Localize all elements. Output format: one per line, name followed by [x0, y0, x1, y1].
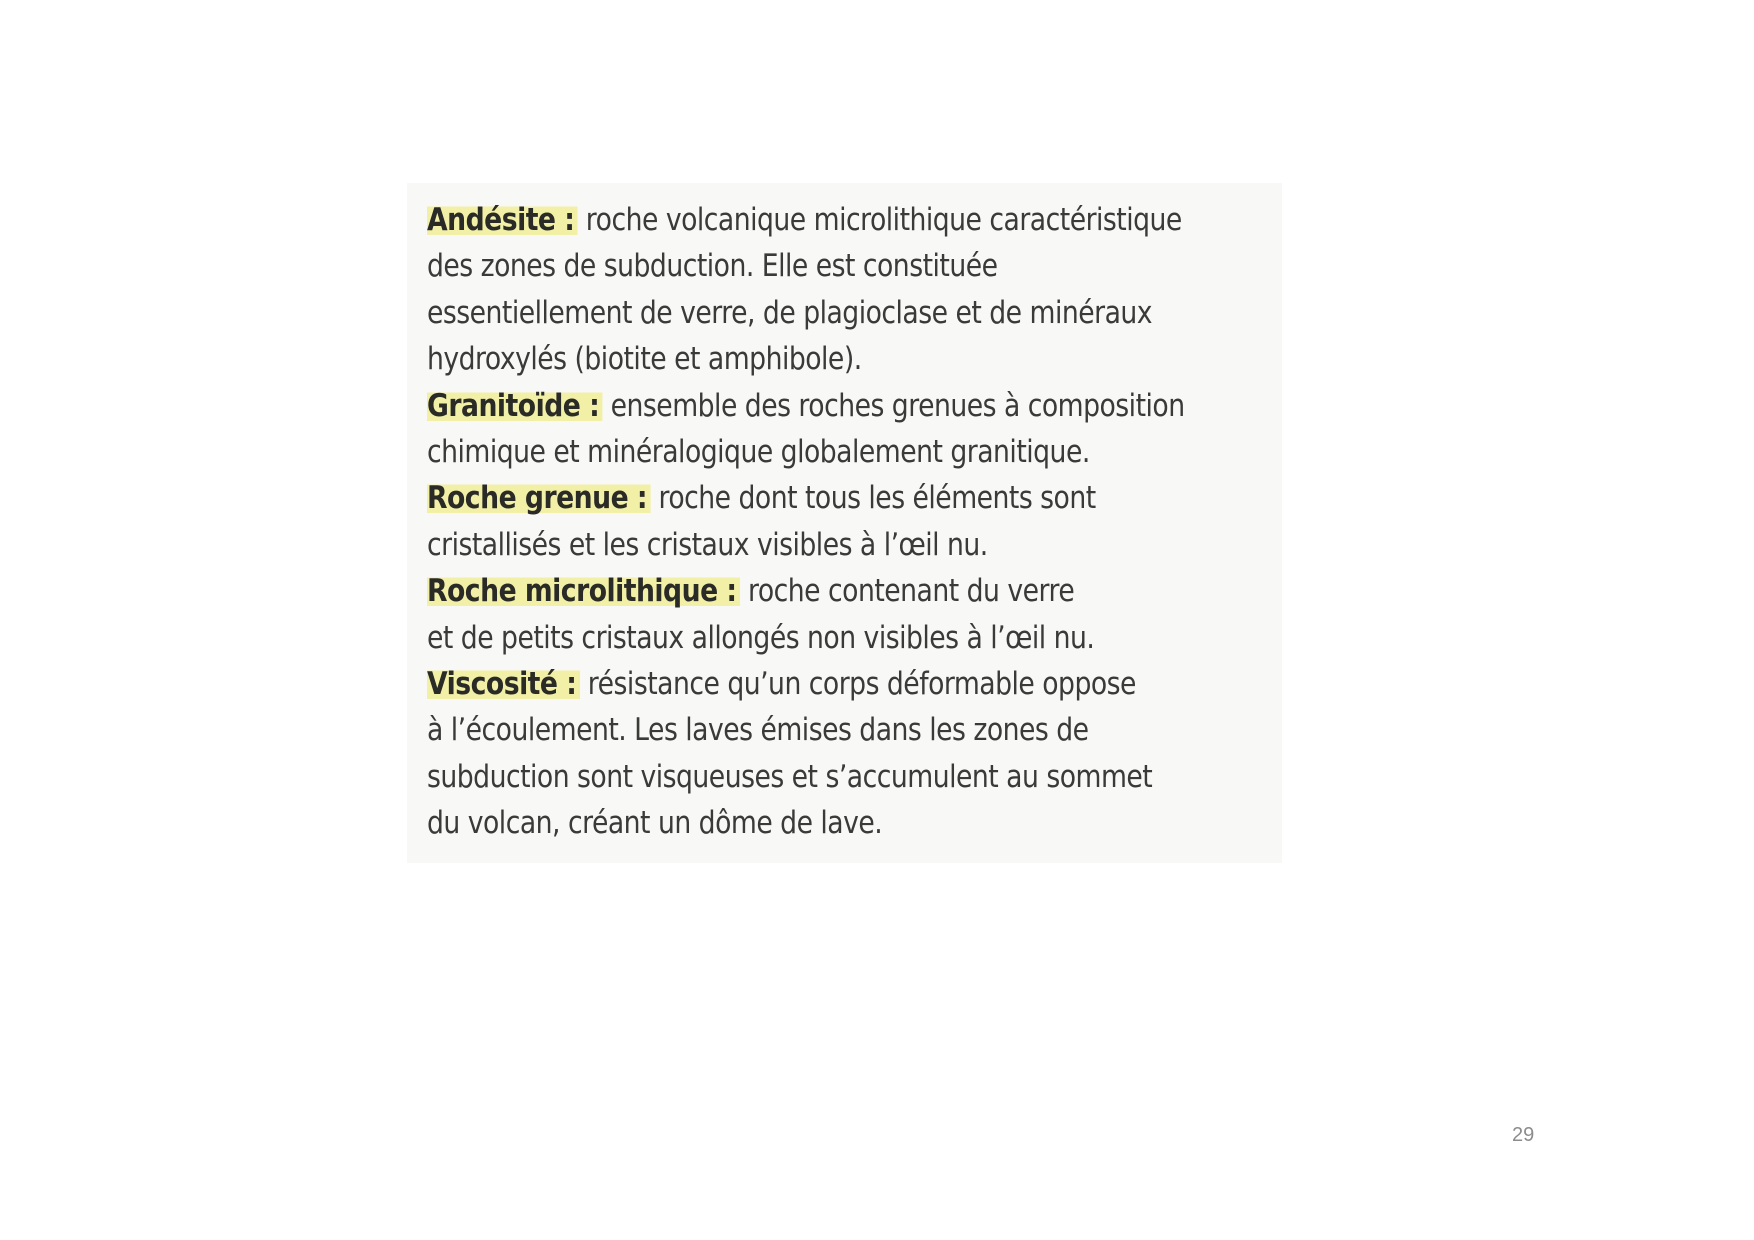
glossary-line [427, 707, 1149, 753]
glossary-line [427, 754, 1153, 800]
glossary-line [427, 475, 1149, 521]
glossary-line [427, 336, 1149, 382]
glossary-definition: roche volcanique microlithique caractéristique [585, 202, 1182, 238]
glossary-definition: à l’écoulement. Les laves émises dans les zones de [427, 712, 1089, 749]
glossary-term: Roche microlithique : [427, 573, 740, 609]
page-number: 29 [1512, 1124, 1535, 1146]
glossary-definition: cristallisés et les cristaux visibles à l’œil nu. [427, 526, 988, 563]
glossary-line [427, 615, 1149, 661]
glossary-term: Andésite : [427, 202, 578, 238]
glossary-definition: chimique et minéralogique globalement granitique. [427, 433, 1090, 470]
glossary-definition: ensemble des roches grenues à composition [610, 387, 1185, 424]
glossary-line [427, 429, 1149, 475]
glossary-line [427, 290, 1153, 336]
glossary-definition: du volcan, créant un dôme de lave. [427, 805, 883, 842]
glossary-line [427, 661, 1149, 707]
glossary-line [427, 568, 1149, 614]
glossary-scan [407, 183, 1282, 863]
glossary-definition: essentiellement de verre, de plagioclase et de minéraux [427, 294, 1153, 331]
glossary-definition: et de petits cristaux allongés non visibles à l’œil nu. [427, 619, 1095, 656]
glossary-line [427, 522, 1149, 568]
glossary-term: Granitoïde : [427, 388, 603, 424]
glossary-definition: résistance qu’un corps déformable oppose [587, 665, 1136, 702]
glossary-line [427, 197, 1182, 243]
glossary-definition: roche contenant du verre [747, 573, 1075, 610]
glossary-line [427, 800, 1149, 846]
glossary-definition: hydroxylés (biotite et amphibole). [427, 341, 862, 378]
glossary-line [427, 243, 1149, 289]
glossary-line [427, 383, 1185, 429]
glossary-term: Viscosité : [427, 666, 580, 702]
glossary-definition: des zones de subduction. Elle est constituée [427, 248, 998, 285]
glossary-term: Roche grenue : [427, 480, 651, 516]
glossary-definition: roche dont tous les éléments sont [658, 480, 1096, 517]
glossary-definition: subduction sont visqueuses et s’accumulent au sommet [427, 758, 1153, 795]
